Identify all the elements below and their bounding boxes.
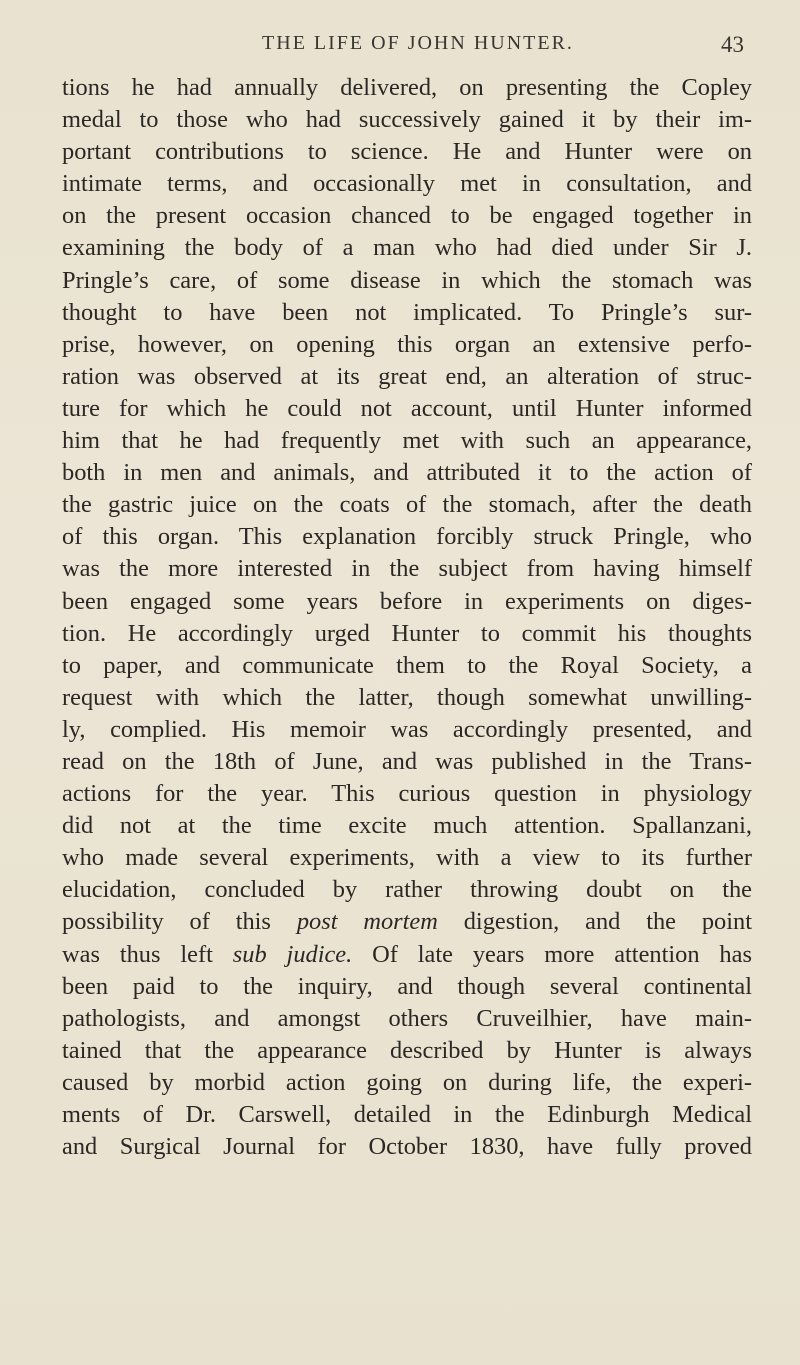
text-line: the gastric juice on the coats of the stomach, after the death (62, 491, 752, 519)
running-title: THE LIFE OF JOHN HUNTER. (262, 32, 574, 54)
text-segment: was thus left (62, 940, 213, 968)
text-line: read on the 18th of June, and was published in the Trans- (62, 747, 752, 775)
text-line: both in men and animals, and attributed it to the action of (62, 459, 752, 487)
text-line: request with which the latter, though somewhat unwilling- (62, 683, 752, 711)
text-line-with-italic (62, 939, 752, 971)
text-line: did not at the time excite much attention. Spallanzani, (62, 812, 752, 840)
text-line: ly, complied. His memoir was accordingly presented, and (62, 715, 752, 743)
text-line: of this organ. This explanation forcibly struck Pringle, who (62, 523, 752, 551)
text-line: medal to those who had successively gained it by their im- (62, 106, 752, 134)
text-line: caused by morbid action going on during life, the experi- (62, 1068, 752, 1096)
text-line: tions he had annually delivered, on presenting the Copley (62, 74, 752, 101)
text-line: been engaged some years before in experiments on diges- (62, 587, 752, 615)
text-line: examining the body of a man who had died under Sir J. (62, 234, 752, 262)
text-line: to paper, and communicate them to the Royal Society, a (62, 651, 752, 679)
text-line-with-italic (62, 906, 752, 938)
text-segment: digestion, and the point (463, 908, 752, 936)
text-line: Pringle’s care, of some disease in which the stomach was (62, 266, 752, 294)
text-line: and Surgical Journal for October 1830, have fully proved (62, 1133, 752, 1161)
text-line: actions for the year. This curious question in physiology (62, 780, 752, 808)
text-line: pathologists, and amongst others Cruveilhier, have main- (62, 1004, 752, 1032)
italic-phrase: post mortem (296, 908, 438, 936)
italic-phrase: sub judice. (232, 940, 353, 968)
text-line: who made several experiments, with a view to its further (62, 844, 752, 872)
text-line: portant contributions to science. He and Hunter were on (62, 138, 752, 166)
page-number: 43 (721, 32, 744, 57)
body-text (62, 72, 752, 1163)
text-line: on the present occasion chanced to be engaged together in (62, 202, 752, 230)
running-head (92, 32, 744, 62)
text-line: ture for which he could not account, until Hunter informed (62, 394, 752, 422)
text-line: tained that the appearance described by Hunter is always (62, 1036, 752, 1064)
text-line: ration was observed at its great end, an alteration of struc- (62, 362, 752, 390)
text-line: prise, however, on opening this organ an extensive perfo- (62, 330, 752, 358)
text-line: thought to have been not implicated. To Pringle’s sur- (62, 298, 752, 326)
text-line: intimate terms, and occasionally met in consultation, and (62, 170, 752, 198)
text-line: was the more interested in the subject from having himself (62, 555, 752, 583)
text-segment: possibility of this (62, 908, 271, 936)
text-line: ments of Dr. Carswell, detailed in the Edinburgh Medical (62, 1101, 752, 1128)
text-segment: Of late years more attention has (372, 940, 752, 968)
text-line: tion. He accordingly urged Hunter to commit his thoughts (62, 619, 752, 647)
text-line: been paid to the inquiry, and though several continental (62, 972, 752, 1000)
text-line: him that he had frequently met with such an appearance, (62, 427, 752, 455)
text-line: elucidation, concluded by rather throwing doubt on the (62, 876, 752, 904)
